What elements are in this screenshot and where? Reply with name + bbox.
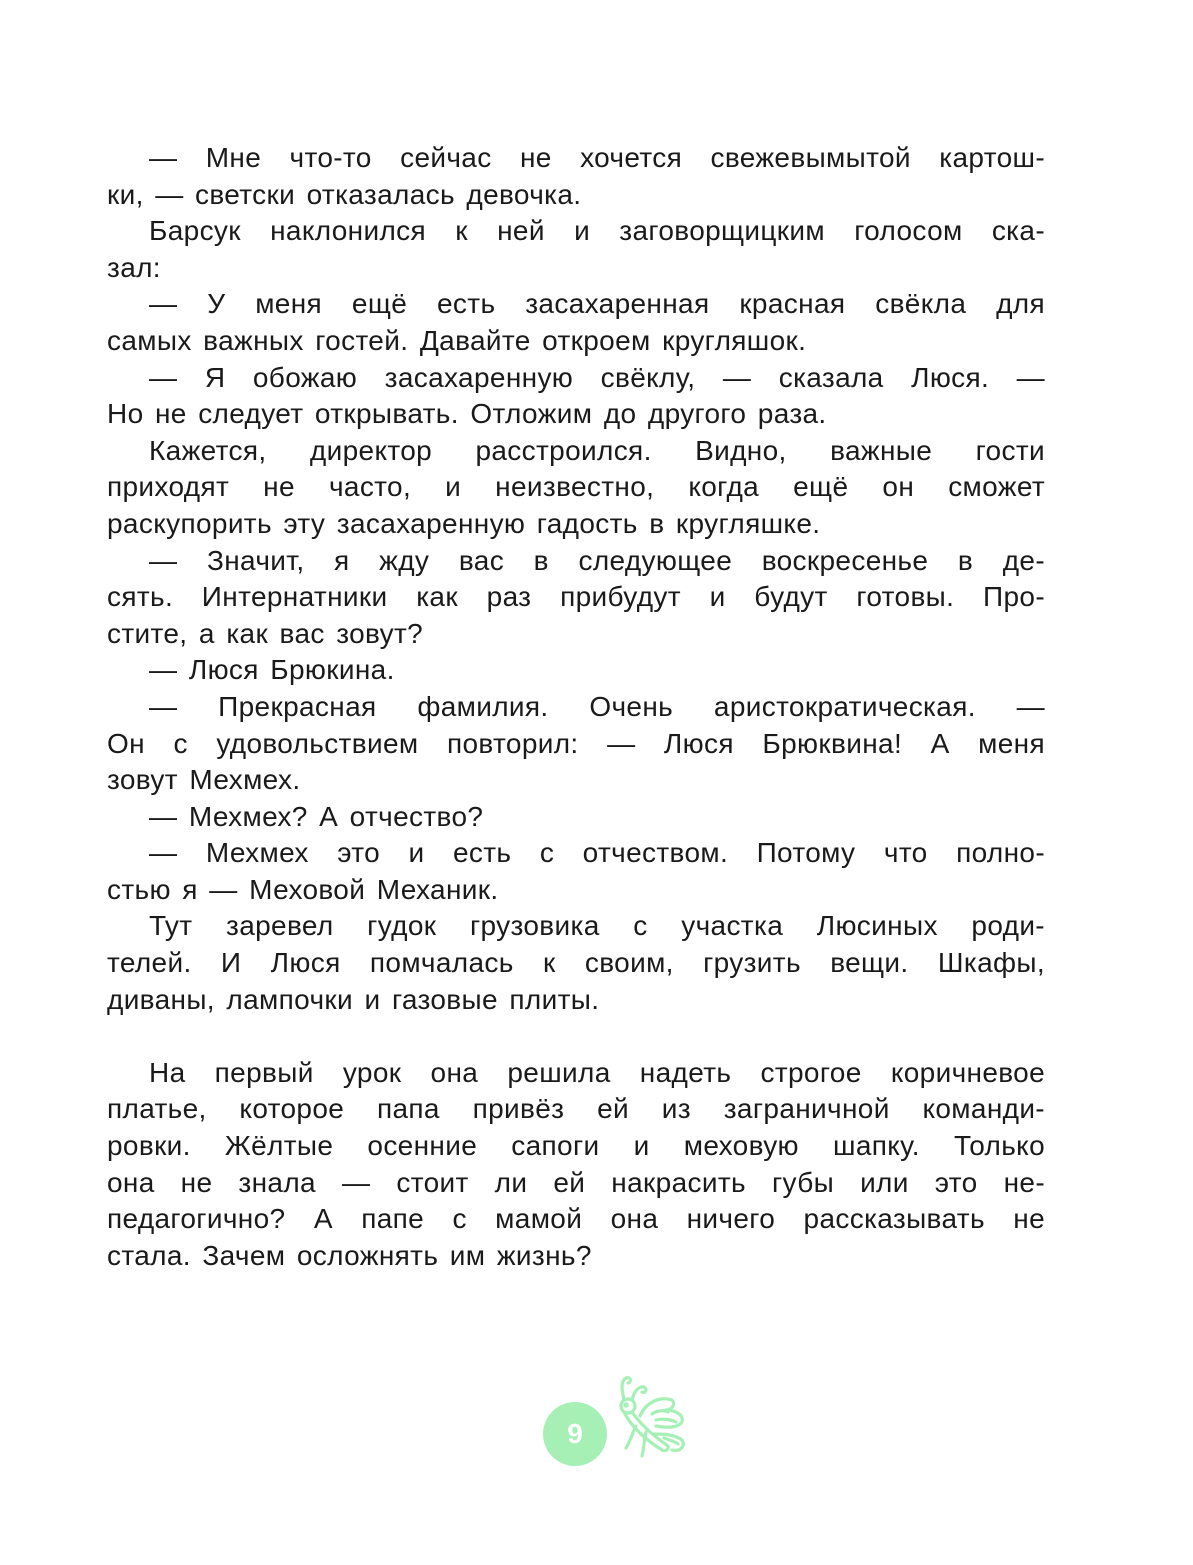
text-line: — Я обожаю засахаренную свёклу, — сказала Люся. — <box>149 361 1045 393</box>
text-line: Но не следует открывать. Отложим до другого раза. <box>107 398 827 430</box>
text-line: Тут заревел гудок грузовика с участка Люсиных роди- <box>149 910 1045 942</box>
text-line: Барсук наклонился к ней и заговорщицким голосом ска- <box>149 215 1045 247</box>
page-footer <box>540 1370 690 1470</box>
section-break <box>107 1018 1045 1055</box>
text-line: зовут Мехмех. <box>107 764 301 796</box>
text-line: — Прекрасная фамилия. Очень аристократическая. — <box>149 690 1045 722</box>
text-line: — Значит, я жду вас в следующее воскресенье в де- <box>149 544 1045 576</box>
text-line: стите, а как вас зовут? <box>107 617 424 649</box>
text-line: — У меня ещё есть засахаренная красная свёкла для <box>149 288 1045 320</box>
text-line: платье, которое папа привёз ей из заграничной команди- <box>107 1093 1045 1125</box>
text-line: сять. Интернатники как раз прибудут и будут готовы. Про- <box>107 581 1045 613</box>
text-line: ки, — светски отказалась девочка. <box>107 178 582 210</box>
page-text <box>107 140 1045 1274</box>
page-number: 9 <box>543 1402 607 1466</box>
text-line: педагогично? А папе с мамой она ничего рассказывать не <box>107 1203 1045 1235</box>
text-line: раскупорить эту засахаренную гадость в кругляшке. <box>107 507 821 539</box>
text-line: стала. Зачем осложнять им жизнь? <box>107 1239 592 1271</box>
text-line: зал: <box>107 251 161 283</box>
butterfly-icon <box>602 1370 692 1465</box>
text-line: — Мне что-то сейчас не хочется свежевымытой картош- <box>149 142 1045 173</box>
text-line: она не знала — стоит ли ей накрасить губы или это не- <box>107 1166 1045 1198</box>
text-line: телей. И Люся помчалась к своим, грузить вещи. Шкафы, <box>107 947 1045 979</box>
text-line: диваны, лампочки и газовые плиты. <box>107 983 600 1015</box>
text-line: приходят не часто, и неизвестно, когда ещё он сможет <box>107 471 1045 503</box>
text-line: самых важных гостей. Давайте откроем кругляшок. <box>107 324 807 356</box>
text-line: На первый урок она решила надеть строгое коричневое <box>149 1056 1045 1088</box>
text-line: Он с удовольствием повторил: — Люся Брюквина! А меня <box>107 727 1045 759</box>
text-line: стью я — Меховой Механик. <box>107 873 499 905</box>
text-line: ровки. Жёлтые осенние сапоги и меховую шапку. Только <box>107 1130 1045 1162</box>
text-line: Кажется, директор расстроился. Видно, важные гости <box>149 434 1045 466</box>
text-line: — Мехмех? А отчество? <box>149 800 484 832</box>
text-line: — Люся Брюкина. <box>149 654 395 686</box>
text-line: — Мехмех это и есть с отчеством. Потому что полно- <box>149 837 1045 869</box>
